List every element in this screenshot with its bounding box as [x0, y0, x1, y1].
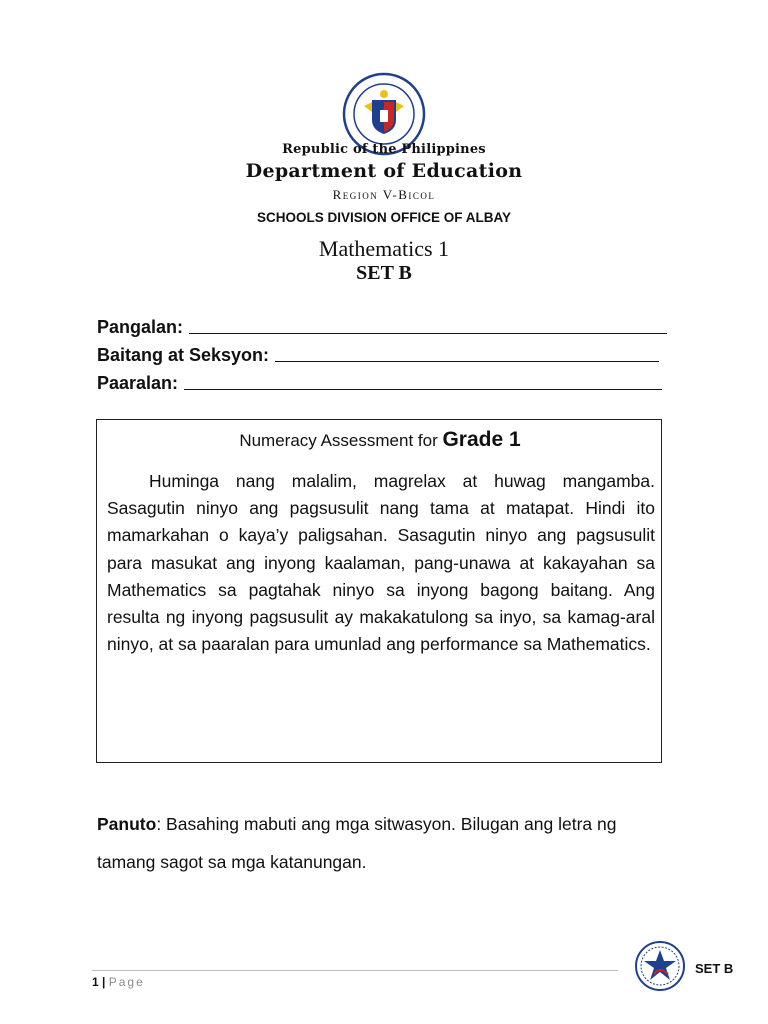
page-word: Page [108, 975, 145, 989]
grade-section-blank-line[interactable] [275, 360, 659, 362]
assessment-title-prefix: Numeracy Assessment for [239, 431, 443, 450]
assessment-title [97, 428, 663, 452]
school-field[interactable] [97, 368, 662, 394]
page-footer [92, 975, 145, 989]
division-heading: SCHOOLS DIVISION OFFICE OF ALBAY [256, 210, 512, 225]
department-heading: Department of Education [245, 160, 523, 182]
page-separator: | [98, 975, 109, 989]
subject-title: Mathematics 1 [318, 236, 450, 261]
republic-heading: Republic of the Philippines [282, 142, 486, 157]
name-blank-line[interactable] [189, 332, 667, 334]
grade-section-label: Baitang at Seksyon: [97, 345, 270, 365]
assessment-body: Huminga nang malalim, magrelax at huwag mangamba. Sasagutin ninyo ang pagsusulit nang tama at matapat. Hindi ito mamarkahan o kaya’y paligsahan. Sasagutin ninyo ang pagsusulit para masukat ang inyong kaalaman, pang-unawa at kakayahan sa Mathematics sa pagtahak ninyo sa inyong bagong baitang. Ang resulta ng inyong pagsusulit ay makakatulong sa inyo, sa kamag-aral ninyo, at sa paaralan para umunlad ang performance sa Mathematics. [107, 471, 655, 655]
region-heading: Region V-Bicol [332, 187, 436, 202]
name-field[interactable] [97, 312, 667, 338]
instructions-text: : Basahing mabuti ang mga sitwasyon. Bilugan ang letra ng tamang sagot sa mga katanungan. [97, 814, 617, 872]
assessment-box [96, 419, 662, 763]
assessment-title-grade: Grade 1 [442, 428, 521, 451]
school-blank-line[interactable] [184, 388, 662, 390]
grade-section-field[interactable] [97, 340, 659, 366]
footer-divider [92, 970, 618, 971]
instructions [97, 805, 657, 881]
instructions-label: Panuto [97, 814, 157, 834]
set-title: SET B [356, 262, 412, 284]
school-label: Paaralan: [97, 373, 179, 393]
page-number: 1 [92, 975, 99, 989]
division-logo-icon [634, 940, 686, 992]
footer-set-label: SET B [695, 961, 734, 976]
name-label: Pangalan: [97, 317, 184, 337]
